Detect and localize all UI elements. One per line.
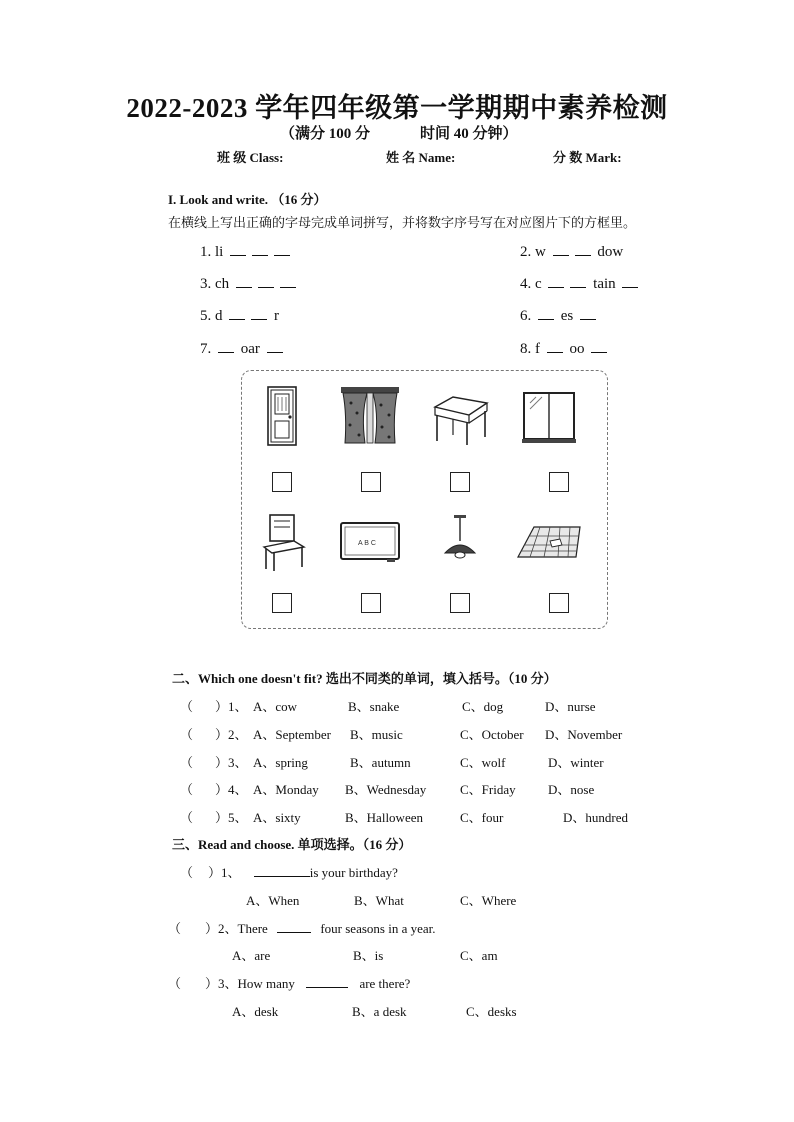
option-b: B、snake — [348, 699, 400, 714]
section1-instruction: 在横线上写出正确的字母完成单词拼写，并将数字序号写在对应图片下的方框里。 — [168, 215, 637, 230]
light-icon — [425, 511, 495, 573]
blank-line[interactable] — [580, 307, 596, 320]
word-item-8: 8. f oo — [520, 340, 610, 358]
blank-line[interactable] — [236, 275, 252, 288]
word-item-6: 6. es — [520, 307, 599, 325]
answer-box[interactable] — [361, 472, 381, 492]
answer-box[interactable] — [361, 593, 381, 613]
chair-icon — [246, 511, 316, 573]
answer-paren[interactable]: （ — [168, 976, 182, 991]
answer-box[interactable] — [272, 593, 292, 613]
option-c: C、wolf — [460, 755, 506, 770]
word-item-4: 4. c tain — [520, 275, 641, 293]
option-d: D、hundred — [563, 810, 628, 825]
answer-paren[interactable]: （ — [180, 699, 194, 714]
time-note: 时间 40 分钟） — [420, 126, 518, 142]
option-b: B、What — [354, 893, 404, 908]
fill-blank[interactable] — [277, 921, 311, 933]
picture-panel — [241, 370, 608, 629]
mark-label: 分 数 Mark: — [553, 150, 622, 165]
option-a: A、spring — [253, 755, 308, 770]
section1-heading: I. Look and write. （16 分） — [168, 192, 327, 207]
option-b: B、Wednesday — [345, 782, 427, 797]
option-a: A、desk — [232, 1004, 279, 1019]
blank-line[interactable] — [280, 275, 296, 288]
score-note: （满分 100 分 — [280, 126, 371, 142]
word-item-7: 7. oar — [200, 340, 286, 358]
option-b: B、a desk — [352, 1004, 407, 1019]
blank-line[interactable] — [622, 275, 638, 288]
blank-line[interactable] — [267, 340, 283, 353]
question-number: ）3、 — [215, 755, 248, 770]
option-c: C、desks — [466, 1004, 517, 1019]
answer-paren[interactable]: （ — [180, 865, 194, 880]
answer-box[interactable] — [549, 472, 569, 492]
curtain-icon — [335, 385, 405, 447]
answer-box[interactable] — [450, 472, 470, 492]
option-a: A、When — [246, 893, 300, 908]
answer-box[interactable] — [272, 472, 292, 492]
blank-line[interactable] — [553, 243, 569, 256]
option-c: C、dog — [462, 699, 504, 714]
option-d: D、nose — [548, 782, 595, 797]
option-c: C、Friday — [460, 782, 516, 797]
class-label: 班 级 Class: — [217, 150, 284, 165]
floor-icon — [514, 511, 584, 573]
question-number: ）2、 — [215, 727, 248, 742]
section3-heading: 三、Read and choose. 单项选择。（16 分） — [172, 837, 412, 852]
option-d: D、November — [545, 727, 623, 742]
blank-line[interactable] — [274, 243, 290, 256]
blackboard-icon — [335, 511, 405, 573]
question-number: ）5、 — [215, 810, 248, 825]
section2-heading: 二、Which one doesn't fit? 选出不同类的单词，填入括号。（10 分） — [172, 671, 557, 686]
question-number: ）1、 — [215, 699, 248, 714]
option-c: C、am — [460, 948, 498, 963]
option-b: B、Halloween — [345, 810, 423, 825]
answer-box[interactable] — [450, 593, 470, 613]
answer-paren[interactable]: （ — [180, 727, 194, 742]
blackboard-text: A B C — [358, 540, 376, 547]
page-title: 2022-2023 学年四年级第一学期期中素养检测 — [126, 93, 668, 123]
option-a: A、are — [232, 948, 271, 963]
blank-line[interactable] — [251, 307, 267, 320]
option-b: B、is — [353, 948, 384, 963]
answer-paren[interactable]: （ — [168, 921, 182, 936]
option-a: A、September — [253, 727, 331, 742]
blank-line[interactable] — [570, 275, 586, 288]
answer-box[interactable] — [549, 593, 569, 613]
window-icon — [514, 385, 584, 447]
blank-line[interactable] — [229, 307, 245, 320]
exam-meta — [280, 122, 518, 143]
blank-line[interactable] — [575, 243, 591, 256]
option-a: A、cow — [253, 699, 298, 714]
answer-paren[interactable]: （ — [180, 782, 194, 797]
blank-line[interactable] — [548, 275, 564, 288]
fill-blank[interactable] — [306, 976, 348, 988]
option-b: B、autumn — [350, 755, 411, 770]
word-item-3: 3. ch — [200, 275, 299, 293]
option-d: D、nurse — [545, 699, 596, 714]
blank-line[interactable] — [258, 275, 274, 288]
door-icon — [246, 385, 316, 447]
word-item-2: 2. w dow — [520, 244, 624, 260]
desk-icon — [425, 385, 495, 447]
blank-line[interactable] — [230, 243, 246, 256]
fill-blank[interactable] — [254, 865, 310, 877]
blank-line[interactable] — [547, 340, 563, 353]
word-item-1: 1. li — [200, 243, 293, 261]
name-label: 姓 名 Name: — [386, 150, 456, 165]
choice-question-2: ）2、There four seasons in a year. — [205, 921, 436, 936]
option-a: A、sixty — [253, 810, 301, 825]
option-d: D、winter — [548, 755, 604, 770]
option-c: C、Where — [460, 893, 517, 908]
answer-paren[interactable]: （ — [180, 755, 194, 770]
question-number: ）4、 — [215, 782, 248, 797]
word-item-5: 5. d r — [200, 308, 279, 324]
choice-question-1: ）1、 is your birthday? — [208, 865, 398, 880]
blank-line[interactable] — [252, 243, 268, 256]
blank-line[interactable] — [218, 340, 234, 353]
option-c: C、October — [460, 727, 524, 742]
option-b: B、music — [350, 727, 403, 742]
blank-line[interactable] — [538, 307, 554, 320]
option-a: A、Monday — [253, 782, 319, 797]
blank-line[interactable] — [591, 340, 607, 353]
answer-paren[interactable]: （ — [180, 810, 194, 825]
option-c: C、four — [460, 810, 504, 825]
choice-question-3: ）3、How many are there? — [205, 976, 411, 991]
